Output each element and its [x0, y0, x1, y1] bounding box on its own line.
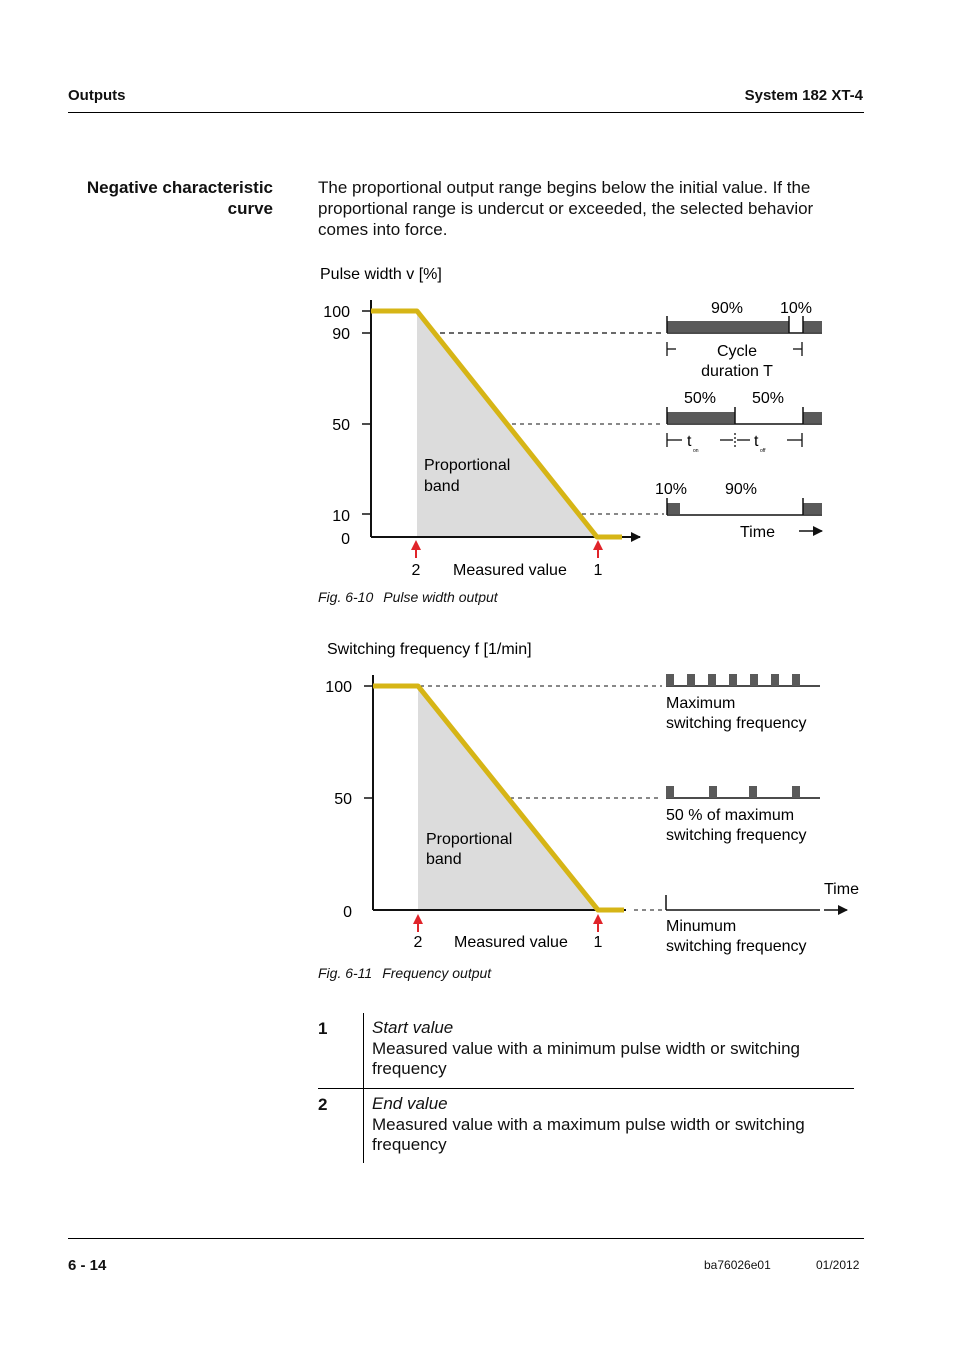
fig2-time-label: Time: [824, 881, 859, 898]
fig1-cycle-label-2: duration T: [701, 363, 773, 380]
fig2-half-label-1: 50 % of maximum: [666, 807, 795, 824]
fig1-r50-off-label: 50%: [752, 390, 785, 407]
fig2-caption-num: Fig. 6-11: [318, 965, 373, 981]
legend-row-1-title: Start value: [372, 1018, 454, 1037]
fig1-pulse-row-10: [655, 481, 822, 515]
fig1-band-label-1: Proportional: [424, 457, 511, 474]
body-line-3: comes into force.: [318, 220, 448, 239]
fig1-marker-1-label: 1: [593, 562, 603, 579]
body-line-1: The proportional output range begins below the initial value. If the: [318, 178, 811, 197]
fig2-caption: [318, 965, 501, 981]
fig1-ytick-50: 50: [332, 417, 350, 434]
legend-row-2: [372, 1094, 805, 1156]
fig1-pulse-row-90: [667, 300, 822, 380]
fig1-ytick-100: 100: [323, 304, 350, 321]
fig2-band-label-1: Proportional: [426, 831, 513, 848]
fig2-min-label-2: switching frequency: [666, 938, 807, 955]
legend-row-1-desc-2: frequency: [372, 1059, 447, 1078]
fig1-band-label-2: band: [424, 478, 460, 495]
fig2-marker-2-label: 2: [413, 934, 423, 951]
fig2-max-frequency-pulses: [666, 674, 820, 686]
fig2-marker-end-value: [413, 914, 423, 932]
fig1-time-label: Time: [740, 524, 775, 541]
fig1-t-off-sub: off: [760, 448, 766, 454]
header-product-name: System 182 XT-4: [744, 87, 863, 104]
fig2-half-frequency-pulses: [666, 786, 820, 798]
fig1-marker-start-value: [593, 540, 603, 558]
footer-doc-id: ba76026e01: [704, 1258, 771, 1272]
fig1-r10-on-label: 10%: [655, 481, 688, 498]
legend-row-2-desc-1: Measured value with a maximum pulse width or switching: [372, 1114, 805, 1134]
fig1-r10-off-label: 90%: [725, 481, 758, 498]
fig1-ytick-10: 10: [332, 508, 350, 525]
fig1-marker-2-label: 2: [411, 562, 421, 579]
fig1-t-on-sub: on: [693, 448, 699, 454]
fig1-caption-text: Pulse width output: [383, 589, 498, 605]
fig2-ylabel: Switching frequency f [1/min]: [327, 641, 532, 658]
fig2-max-label-1: Maximum: [666, 695, 736, 712]
footer-date: 01/2012: [816, 1258, 860, 1272]
fig1-ytick-90: 90: [332, 326, 350, 343]
fig2-min-label-1: Minumum: [666, 918, 737, 935]
footer-page-number: 6 - 14: [68, 1257, 107, 1274]
fig1-t-on-label: t: [687, 433, 692, 450]
fig2-band-label-2: band: [426, 851, 462, 868]
fig1-ytick-0: 0: [341, 531, 350, 548]
fig1-marker-end-value: [411, 540, 421, 558]
fig1-caption: [318, 589, 508, 605]
fig1-cycle-label-1: Cycle: [716, 343, 758, 360]
fig2-ytick-100: 100: [325, 679, 352, 696]
legend-row-2-title: End value: [372, 1094, 448, 1113]
fig2-xlabel: Measured value: [454, 934, 568, 951]
header-section-title: Outputs: [68, 87, 126, 104]
legend-row-1-number: 1: [318, 1019, 328, 1038]
fig1-r90-off-label: 10%: [780, 300, 813, 317]
fig2-ytick-50: 50: [334, 791, 352, 808]
section-heading-line-1: Negative characteristic: [86, 178, 273, 197]
legend-table-row-rule: [318, 1088, 854, 1089]
fig2-half-label-2: switching frequency: [666, 827, 807, 844]
fig1-ylabel: Pulse width v [%]: [320, 266, 442, 283]
fig2-caption-text: Frequency output: [382, 965, 492, 981]
fig1-t-off-label: t: [754, 433, 759, 450]
body-line-2: proportional range is undercut or exceeded, the selected behavior: [318, 199, 814, 218]
fig2-marker-start-value: [593, 914, 603, 932]
fig1-r90-on-label: 90%: [711, 300, 744, 317]
legend-row-2-desc-2: frequency: [372, 1135, 447, 1154]
fig1-r50-on-label: 50%: [684, 390, 717, 407]
legend-row-2-number: 2: [318, 1095, 328, 1114]
legend-row-1-desc-1: Measured value with a minimum pulse width or switching: [372, 1038, 801, 1058]
fig1-pulse-row-50: [667, 390, 822, 454]
fig1-caption-num: Fig. 6-10: [318, 589, 374, 605]
fig2-marker-1-label: 1: [593, 934, 603, 951]
fig2-min-frequency-line: [666, 895, 820, 910]
fig2-ytick-0: 0: [343, 904, 352, 921]
fig2-max-label-2: switching frequency: [666, 715, 807, 732]
legend-row-1: [372, 1018, 800, 1080]
fig1-xlabel: Measured value: [453, 562, 567, 579]
section-heading-line-2: curve: [227, 199, 273, 218]
footer-rule: [68, 1238, 864, 1239]
